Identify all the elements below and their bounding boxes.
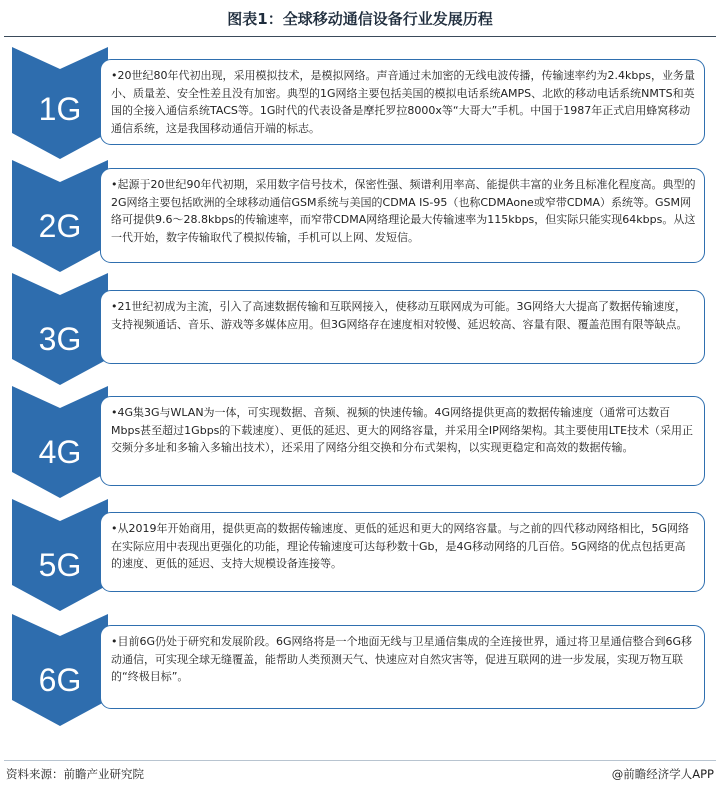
title-divider (4, 36, 716, 37)
timeline-row-2g (0, 160, 720, 272)
generation-label: 2G (38, 208, 82, 244)
credit-note: @前瞻经济学人APP (611, 767, 714, 781)
source-note: 资料来源：前瞻产业研究院 (6, 767, 144, 781)
timeline-row-3g (0, 273, 720, 385)
timeline-row-5g (0, 499, 720, 611)
page-title: 图表1：全球移动通信设备行业发展历程 (227, 10, 493, 28)
generation-label: 4G (38, 434, 82, 470)
generation-label: 3G (38, 321, 82, 357)
generation-label: 1G (38, 91, 82, 127)
generation-description: •从2019年开始商用，提供更高的数据传输速度、更低的延迟和更大的网络容量。与之前的四代移动网络相比，5G网络在实际应用中表现出更强化的功能，理论传输速度可达每秒数十Gb，是4G移动网络的几百倍。5G网络的优点包括更高的速度、更低的延迟、支持大规模设备连接等。 (100, 512, 705, 592)
generation-label: 5G (38, 547, 82, 583)
generation-description: •目前6G仍处于研究和发展阶段。6G网络将是一个地面无线与卫星通信集成的全连接世界，通过将卫星通信整合到6G移动通信，可实现全球无缝覆盖，能帮助人类预测天气、快速应对自然灾害等，促进互联网的进一步发展，实现万物互联的“终极目标”。 (100, 625, 705, 709)
generation-description: •4G集3G与WLAN为一体，可实现数据、音频、视频的快速传输。4G网络提供更高的数据传输速度（通常可达数百Mbps甚至超过1Gbps的下载速度）、更低的延迟、更大的网络容量，并采用全IP网络架构。其主要使用LTE技术（采用正交频分多址和多输入多输出技术），还采用了网络分组交换和分布式架构，以实现更稳定和高效的数据传输。 (100, 396, 705, 486)
generation-description: •起源于20世纪90年代初期，采用数字信号技术，保密性强、频谱利用率高、能提供丰富的业务且标准化程度高。典型的2G网络主要包括欧洲的全球移动通信GSM系统与美国的CDMA IS-95（也称CDMAone或窄带CDMA）系统等。GSM网络可提供9.6～28.8kbps的传输速率，而窄带CDMA网络理论最大传输速率为115kbps，但实际只能实现64kbps。从这一代开始，数字传输取代了模拟传输，手机可以上网、发短信。 (100, 168, 705, 263)
footer-divider (4, 760, 716, 761)
generation-description: •20世纪80年代初出现，采用模拟技术，是模拟网络。声音通过未加密的无线电波传播，传输速率约为2.4kbps，业务量小、质量差、安全性差且没有加密。典型的1G网络主要包括美国的模拟电话系统AMPS、北欧的移动电话系统NMTS和英国的全接入通信系统TACS等。1G时代的代表设备是摩托罗拉8000x等“大哥大”手机。中国于1987年正式启用蜂窝移动通信系统，这是我国移动通信开端的标志。 (100, 59, 705, 145)
timeline-row-6g (0, 614, 720, 726)
timeline-row-1g (0, 47, 720, 159)
generation-description: •21世纪初成为主流，引入了高速数据传输和互联网接入，使移动互联网成为可能。3G网络大大提高了数据传输速度，支持视频通话、音乐、游戏等多媒体应用。但3G网络存在速度相对较慢、延迟较高、容量有限、覆盖范围有限等缺点。 (100, 290, 705, 364)
timeline-row-4g (0, 386, 720, 498)
generation-label: 6G (38, 662, 82, 698)
